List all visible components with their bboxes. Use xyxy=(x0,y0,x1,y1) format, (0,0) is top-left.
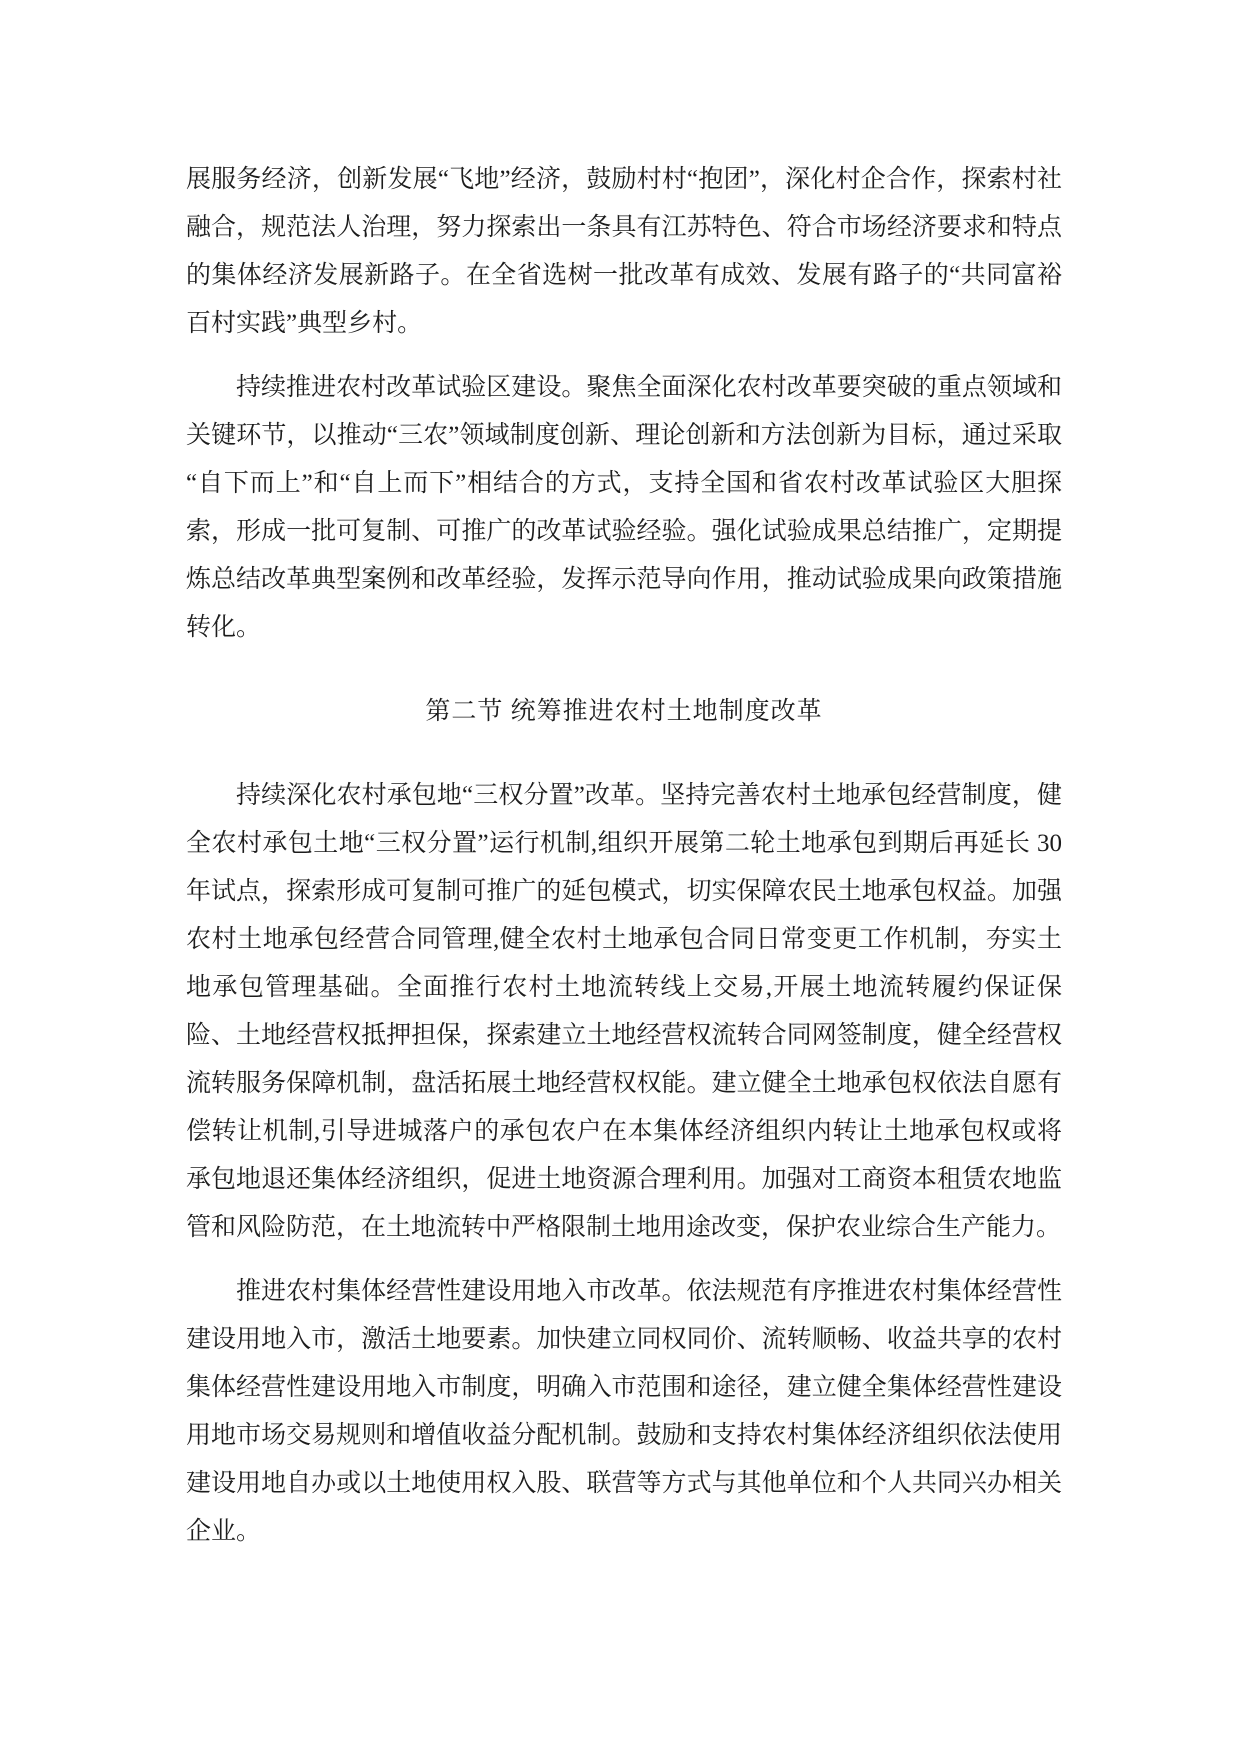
paragraph-collective-economy-continuation: 展服务经济，创新发展“飞地”经济，鼓励村村“抱团”，深化村企合作，探索村社融合，规范法人治理，努力探索出一条具有江苏特色、符合市场经济要求和特点的集体经济发展新路子。在全省选树一批改革有成效、发展有路子的“共同富裕百村实践”典型乡村。 xyxy=(186,166,1062,337)
page-content xyxy=(186,156,1062,1572)
section-heading: 第二节 统筹推进农村土地制度改革 xyxy=(425,698,823,725)
paragraph-collective-construction-land-market: 推进农村集体经营性建设用地入市改革。依法规范有序推进农村集体经营性建设用地入市，激活土地要素。加快建立同权同价、流转顺畅、收益共享的农村集体经营性建设用地入市制度，明确入市范围和途径，建立健全集体经营性建设用地市场交易规则和增值收益分配机制。鼓励和支持农村集体经济组织依法使用建设用地自办或以土地使用权入股、联营等方式与其他单位和个人共同兴办相关企业。 xyxy=(186,1278,1062,1545)
paragraph-three-rights-separation: 持续深化农村承包地“三权分置”改革。坚持完善农村土地承包经营制度，健全农村承包土地“三权分置”运行机制,组织开展第二轮土地承包到期后再延长 30 年试点，探索形成可复制可推广的延包模式，切实保障农民土地承包权益。加强农村土地承包经营合同管理,健全农村土地承包合同日常变更工作机制，夯实土地承包管理基础。全面推行农村土地流转线上交易,开展土地流转履约保证保险、土地经营权抵押担保，探索建立土地经营权流转合同网签制度，健全经营权流转服务保障机制，盘活拓展土地经营权权能。建立健全土地承包权依法自愿有偿转让机制,引导进城落户的承包农户在本集体经济组织内转让土地承包权或将承包地退还集体经济组织，促进土地资源合理利用。加强对工商资本租赁农地监管和风险防范，在土地流转中严格限制土地用途改变，保护农业综合生产能力。 xyxy=(186,782,1062,1241)
paragraph-rural-reform-pilot-zones: 持续推进农村改革试验区建设。聚焦全面深化农村改革要突破的重点领域和关键环节，以推动“三农”领域制度创新、理论创新和方法创新为目标，通过采取“自下而上”和“自上而下”相结合的方式，支持全国和省农村改革试验区大胆探索，形成一批可复制、可推广的改革试验经验。强化试验成果总结推广，定期提炼总结改革典型案例和改革经验，发挥示范导向作用，推动试验成果向政策措施转化。 xyxy=(186,374,1062,641)
